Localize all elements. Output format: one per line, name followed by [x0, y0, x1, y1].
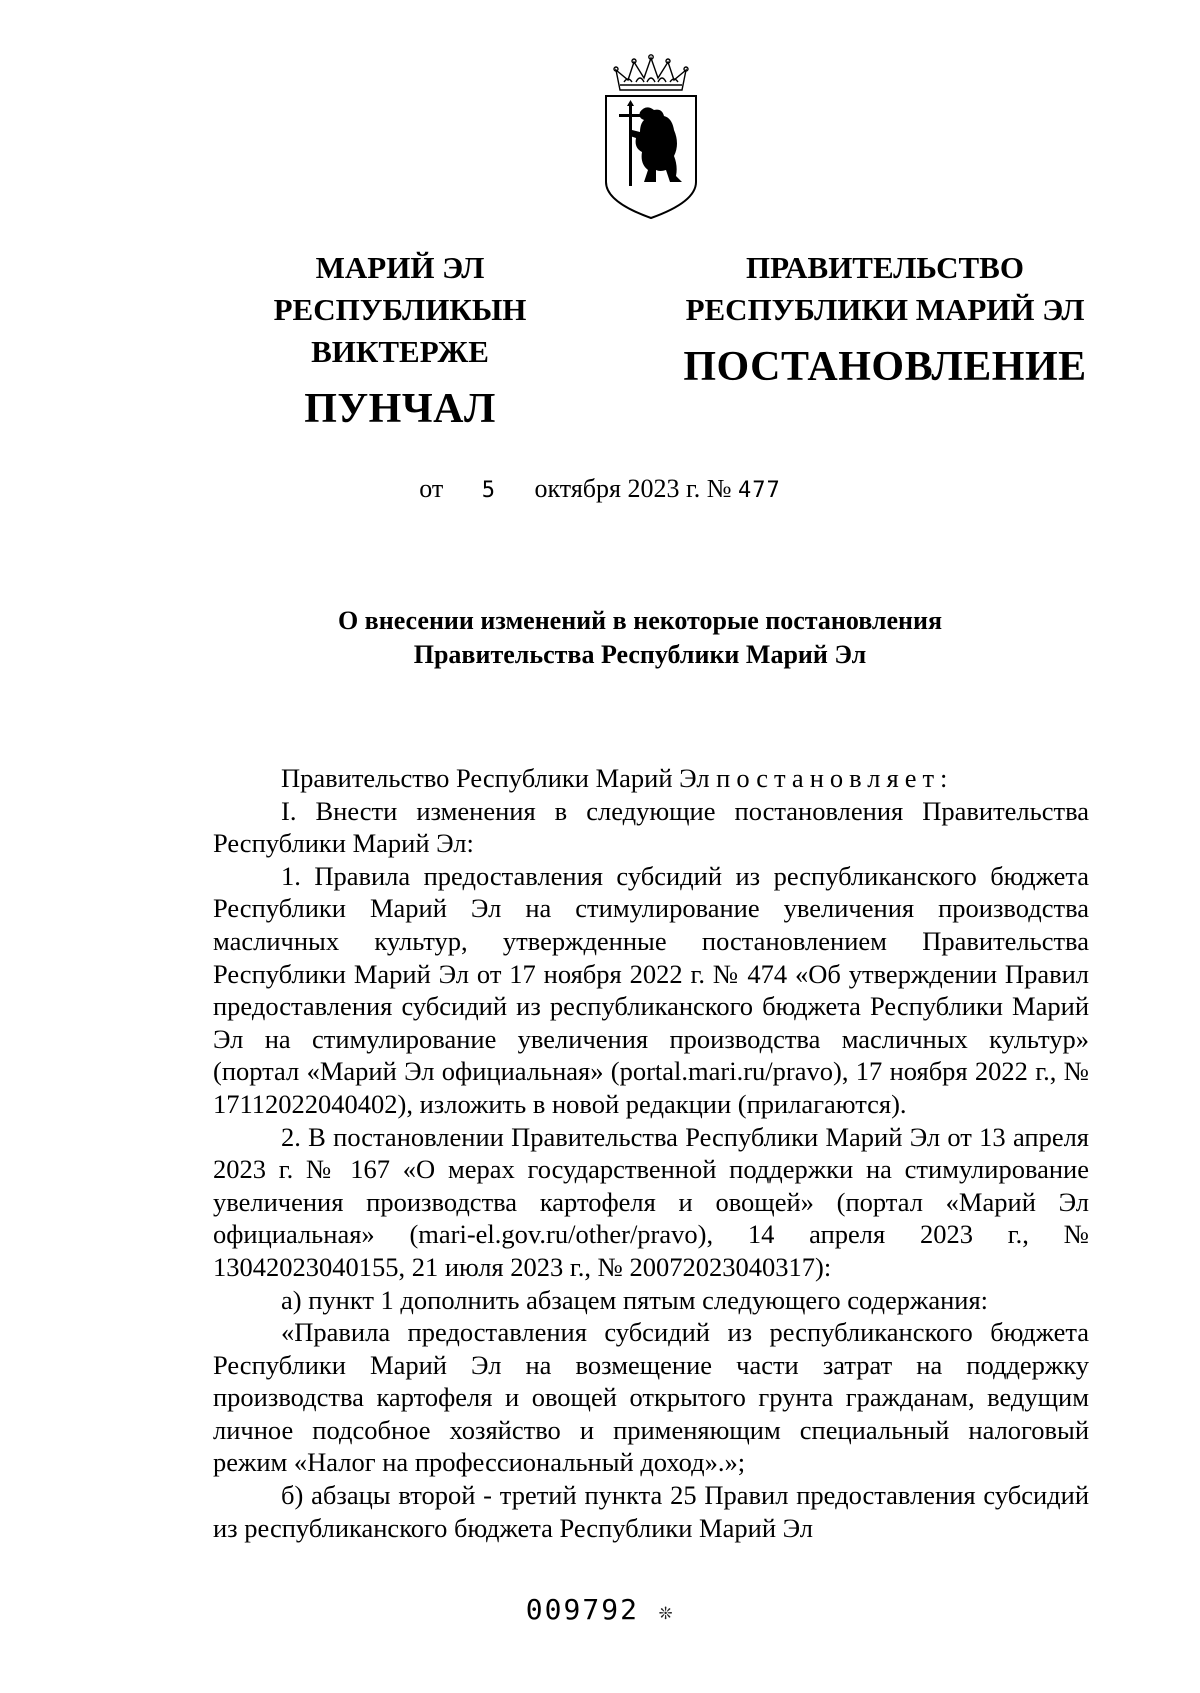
title-line2: Правительства Республики Марий Эл: [413, 640, 867, 669]
preamble-prefix: Правительство Республики Марий Эл: [281, 763, 710, 793]
header-left-block: [195, 247, 605, 437]
document-number: 477: [738, 478, 781, 503]
paragraph-3: 2. В постановлении Правительства Республики Марий Эл от 13 апреля 2023 г. № 167 «О мерах государственной поддержки на стимулирование увеличения производства картофеля и овощей» (портал «Марий Эл официальная» (mari-el.gov.ru/other/pravo), 14 апреля 2023 г., № 13042023040155, 21 июля 2023 г., № 20072023040317):: [213, 1121, 1089, 1282]
paragraph-2: 1. Правила предоставления субсидий из республиканского бюджета Республики Марий Эл на стимулирование увеличения производства масличных культур, утвержденные постановлением Правительства Республики Марий Эл от 17 ноября 2022 г. № 474 «Об утверждении Правил предоставления субсидий из республиканского бюджета Республики Марий Эл на стимулирование увеличения производства масличных культур» (портал «Марий Эл официальная» (portal.mari.ru/pravo), 17 ноября 2022 г., № 17112022040402), изложить в новой редакции (прилагаются).: [213, 860, 1089, 1119]
paragraph-5: «Правила предоставления субсидий из республиканского бюджета Республики Марий Эл на возмещение части затрат на поддержку производства картофеля и овощей открытого грунта гражданам, ведущим личное подсобное хозяйство и применяющим специальный налоговый режим «Налог на профессиональный доход».»;: [213, 1317, 1089, 1478]
serial-number: 009792: [525, 1593, 639, 1626]
header-left-line1: МАРИЙ ЭЛ РЕСПУБЛИКЫН: [273, 250, 527, 327]
header-right-line2: РЕСПУБЛИКИ МАРИЙ ЭЛ: [685, 292, 1085, 327]
title-line1: О внесении изменений в некоторые постановления: [337, 606, 943, 635]
preamble-resolves: постановляет:: [716, 763, 954, 793]
header-right-block: [675, 247, 1095, 395]
paragraph-4: а) пункт 1 дополнить абзацем пятым следующего содержания:: [281, 1284, 988, 1315]
number-sign: №: [706, 474, 732, 503]
document-title: [200, 604, 1080, 672]
paragraph-preamble: [213, 762, 1089, 795]
header-right-doc-type: ПОСТАНОВЛЕНИЕ: [683, 344, 1087, 390]
date-month-year: октября 2023 г.: [534, 474, 701, 503]
date-line: [0, 474, 1200, 504]
header-left-line2: ВИКТЕРЖЕ: [311, 334, 489, 369]
header-right-line1: ПРАВИТЕЛЬСТВО: [746, 250, 1024, 285]
paragraph-6: б) абзацы второй - третий пункта 25 Правил предоставления субсидий из республиканского бюджета Республики Марий Эл: [213, 1480, 1089, 1543]
date-day: 5: [481, 478, 497, 503]
stamp-mark-icon: ❊: [658, 1600, 675, 1625]
crown-icon: [614, 55, 688, 90]
footer-serial: [0, 1593, 1200, 1626]
mari-el-coat-of-arms-icon: [600, 52, 702, 220]
header-left-doc-type: ПУНЧАЛ: [304, 386, 496, 432]
paragraph-1: I. Внести изменения в следующие постановления Правительства Республики Марий Эл:: [213, 795, 1089, 859]
document-body: [213, 762, 1089, 1544]
date-from: от: [419, 474, 444, 503]
